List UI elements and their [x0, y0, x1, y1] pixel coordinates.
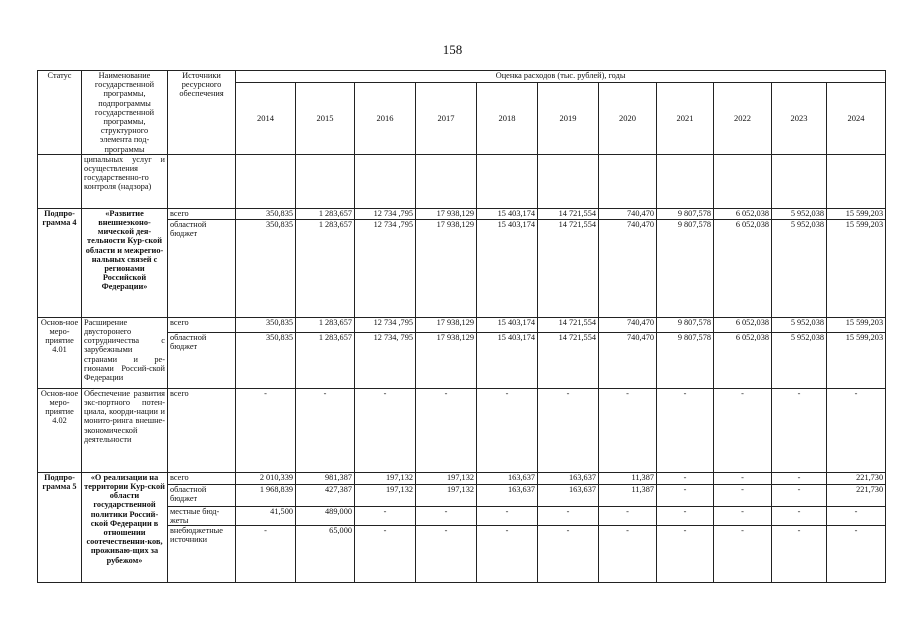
value-cell: 6 052,038: [714, 208, 772, 219]
row-status: Подпро-грамма 4: [38, 208, 82, 317]
value-cell: 17 938,129: [416, 332, 477, 388]
value-cell: 12 734, 795: [355, 332, 416, 388]
value-cell: -: [714, 472, 772, 484]
value-cell: 15 599,203: [827, 332, 886, 388]
value-cell: -: [772, 388, 827, 472]
value-cell: 15 599,203: [827, 317, 886, 332]
value-cell: 17 938,129: [416, 208, 477, 219]
value-cell: -: [538, 388, 599, 472]
value-cell: -: [772, 506, 827, 525]
value-cell: 350,835: [236, 332, 296, 388]
value-cell: 65,000: [296, 526, 355, 583]
row-source: областной бюджет: [168, 484, 236, 506]
value-cell: -: [714, 506, 772, 525]
row-source: всего: [168, 317, 236, 332]
value-cell: 981,387: [296, 472, 355, 484]
header-year: 2015: [296, 83, 355, 155]
value-cell: -: [714, 484, 772, 506]
value-cell: 15 403,174: [477, 208, 538, 219]
table-row: [38, 388, 886, 472]
header-year: 2014: [236, 83, 296, 155]
page-number: 158: [442, 42, 463, 57]
value-cell: 1 283,657: [296, 317, 355, 332]
value-cell: -: [416, 388, 477, 472]
value-cell: 489,000: [296, 506, 355, 525]
table-row: [38, 208, 886, 219]
value-cell: 350,835: [236, 208, 296, 219]
value-cell: -: [477, 526, 538, 583]
row-source: местные бюд-жеты: [168, 506, 236, 525]
row-name: «О реализации на территории Кур-ской области государственной политики Россий-ской Федерации в отношении соотечественни-ков, проживаю-щих за рубежом»: [82, 472, 168, 582]
row-source: всего: [168, 472, 236, 484]
row-status: Основ-ное меро-приятие 4.02: [38, 388, 82, 472]
value-cell: 1 968,839: [236, 484, 296, 506]
value-cell: 15 599,203: [827, 208, 886, 219]
value-cell: -: [355, 388, 416, 472]
row-name: «Развитие внешнеэконо-мической дея-тельности Кур-ской области и межрегио-нальных связей с регионами Российской Федерации»: [82, 208, 168, 317]
value-cell: -: [538, 526, 599, 583]
value-cell: 15 403,174: [477, 332, 538, 388]
value-cell: 15 599,203: [827, 219, 886, 317]
value-cell: 14 721,554: [538, 208, 599, 219]
value-cell: 14 721,554: [538, 332, 599, 388]
value-cell: 15 403,174: [477, 219, 538, 317]
row-source: всего: [168, 388, 236, 472]
header-status: Статус: [38, 71, 82, 155]
value-cell: -: [772, 472, 827, 484]
row-status: Основ-ное меро-приятие 4.01: [38, 317, 82, 388]
value-cell: -: [827, 506, 886, 525]
budget-table: [37, 70, 886, 583]
header-year: 2023: [772, 83, 827, 155]
value-cell: 221,730: [827, 484, 886, 506]
value-cell: -: [827, 526, 886, 583]
continuation-status: [38, 154, 82, 208]
value-cell: -: [772, 484, 827, 506]
value-cell: 740,470: [599, 219, 657, 317]
value-cell: 1 283,657: [296, 219, 355, 317]
row-source: внебюджетные источники: [168, 526, 236, 583]
continuation-source: [168, 154, 236, 208]
value-cell: 163,637: [538, 484, 599, 506]
header-sources: Источники ресурсного обеспечения: [168, 71, 236, 155]
value-cell: -: [477, 506, 538, 525]
value-cell: 9 807,578: [657, 208, 714, 219]
value-cell: 163,637: [477, 472, 538, 484]
header-name: Наименование государственной программы, подпрограммы государственной программы, структурного элемента под-программы: [82, 71, 168, 155]
value-cell: 12 734 ,795: [355, 317, 416, 332]
value-cell: -: [599, 526, 657, 583]
value-cell: 11,387: [599, 472, 657, 484]
table-row: [38, 472, 886, 484]
value-cell: -: [599, 506, 657, 525]
value-cell: 5 952,038: [772, 208, 827, 219]
value-cell: 1 283,657: [296, 208, 355, 219]
value-cell: -: [296, 388, 355, 472]
value-cell: -: [772, 526, 827, 583]
row-status: Подпро-грамма 5: [38, 472, 82, 582]
value-cell: 41,500: [236, 506, 296, 525]
header-year: 2021: [657, 83, 714, 155]
value-cell: 1 283,657: [296, 332, 355, 388]
value-cell: 15 403,174: [477, 317, 538, 332]
value-cell: 197,132: [355, 484, 416, 506]
value-cell: 163,637: [538, 472, 599, 484]
row-source: всего: [168, 208, 236, 219]
value-cell: 14 721,554: [538, 219, 599, 317]
header-year: 2022: [714, 83, 772, 155]
value-cell: 5 952,038: [772, 317, 827, 332]
value-cell: -: [477, 388, 538, 472]
row-name: Обеспечение развития экс-портного потен-циала, коорди-нации и монито-ринга внешне-экономической деятельности: [82, 388, 168, 472]
value-cell: 14 721,554: [538, 317, 599, 332]
value-cell: 197,132: [416, 472, 477, 484]
value-cell: 740,470: [599, 317, 657, 332]
value-cell: -: [827, 388, 886, 472]
value-cell: 5 952,038: [772, 219, 827, 317]
header-year: 2017: [416, 83, 477, 155]
value-cell: -: [714, 526, 772, 583]
value-cell: -: [355, 506, 416, 525]
value-cell: 6 052,038: [714, 317, 772, 332]
value-cell: -: [416, 506, 477, 525]
row-source: областной бюджет: [168, 219, 236, 317]
value-cell: 197,132: [355, 472, 416, 484]
header-year: 2020: [599, 83, 657, 155]
header-year: 2018: [477, 83, 538, 155]
header-year: 2016: [355, 83, 416, 155]
value-cell: 17 938,129: [416, 219, 477, 317]
value-cell: 9 807,578: [657, 317, 714, 332]
value-cell: 427,387: [296, 484, 355, 506]
header-year: 2019: [538, 83, 599, 155]
value-cell: -: [538, 506, 599, 525]
row-source: областной бюджет: [168, 332, 236, 388]
value-cell: -: [416, 526, 477, 583]
value-cell: 163,637: [477, 484, 538, 506]
value-cell: 2 010,339: [236, 472, 296, 484]
value-cell: 6 052,038: [714, 332, 772, 388]
header-estimate: Оценка расходов (тыс. рублей), годы: [236, 71, 886, 83]
value-cell: -: [657, 484, 714, 506]
value-cell: 6 052,038: [714, 219, 772, 317]
value-cell: 9 807,578: [657, 219, 714, 317]
value-cell: 350,835: [236, 317, 296, 332]
value-cell: 197,132: [416, 484, 477, 506]
value-cell: 5 952,038: [772, 332, 827, 388]
value-cell: -: [236, 388, 296, 472]
value-cell: 740,470: [599, 208, 657, 219]
table-row: [38, 317, 886, 332]
value-cell: -: [657, 472, 714, 484]
row-name: Расширение двусторонего сотрудничества с зарубежными странами и ре-гионами Россий-ской Федерации: [82, 317, 168, 388]
value-cell: 350,835: [236, 219, 296, 317]
continuation-name: ципальных услуг и осуществления государственно-го контроля (надзора): [82, 154, 168, 208]
value-cell: 9 807,578: [657, 332, 714, 388]
value-cell: -: [657, 388, 714, 472]
value-cell: -: [657, 506, 714, 525]
value-cell: 740,470: [599, 332, 657, 388]
value-cell: 12 734 ,795: [355, 219, 416, 317]
value-cell: -: [355, 526, 416, 583]
value-cell: -: [714, 388, 772, 472]
value-cell: -: [236, 526, 296, 583]
value-cell: 221,730: [827, 472, 886, 484]
header-year: 2024: [827, 83, 886, 155]
value-cell: 17 938,129: [416, 317, 477, 332]
value-cell: 11,387: [599, 484, 657, 506]
value-cell: -: [657, 526, 714, 583]
value-cell: -: [599, 388, 657, 472]
value-cell: 12 734 ,795: [355, 208, 416, 219]
